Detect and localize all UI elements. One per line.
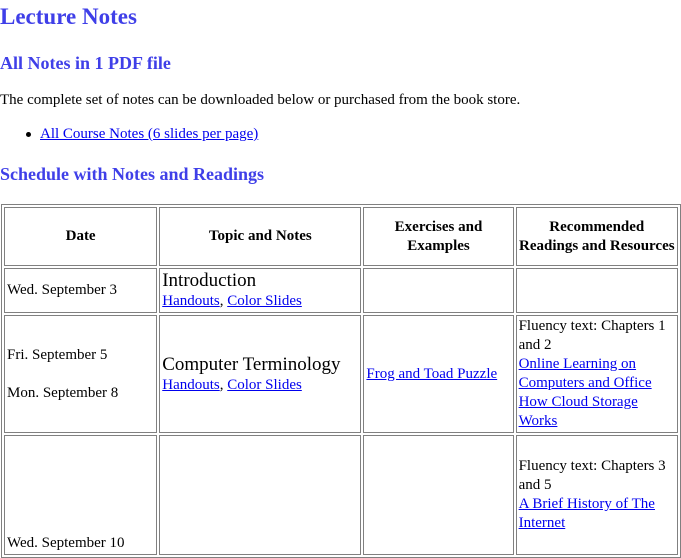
row-topic-cell <box>159 435 361 555</box>
table-row <box>4 435 678 555</box>
row-date-2: Mon. September 8 <box>7 384 119 401</box>
header-date: Date <box>4 207 157 266</box>
row-reading-cell <box>516 268 678 313</box>
row-date-cell <box>4 315 157 433</box>
reading-text: Fluency text: Chapters 3 and 5 <box>518 458 666 493</box>
color-slides-link[interactable]: Color Slides <box>227 376 302 393</box>
header-topic: Topic and Notes <box>159 207 361 266</box>
internet-history-link[interactable]: A Brief History of The Internet <box>518 496 655 531</box>
row-reading-cell <box>516 315 678 433</box>
schedule-table <box>1 204 681 558</box>
cloud-storage-link[interactable]: How Cloud Storage Works <box>518 394 638 429</box>
header-recommended: Recommended Readings and Resources <box>516 207 678 266</box>
row-topic-cell <box>159 268 361 313</box>
handouts-link[interactable]: Handouts <box>162 376 220 393</box>
header-exercises: Exercises and Examples <box>363 207 513 266</box>
pdf-intro-text: The complete set of notes can be downloaded below or purchased from the book store. <box>0 92 521 108</box>
row-exercise-cell <box>363 435 513 555</box>
spacer <box>7 365 154 384</box>
list-item <box>0 125 258 144</box>
row-exercise-cell <box>363 268 513 313</box>
pdf-section-heading: All Notes in 1 PDF file <box>0 53 171 73</box>
color-slides-link[interactable]: Color Slides <box>227 293 302 310</box>
row-date-1: Fri. September 5 <box>7 346 108 363</box>
all-course-notes-link[interactable]: All Course Notes (6 slides per page) <box>40 126 259 142</box>
table-header-row <box>4 207 678 266</box>
row-topic-title: Introduction <box>162 270 257 292</box>
row-topic-cell <box>159 315 361 433</box>
row-topic-title: Computer Terminology <box>162 353 341 375</box>
row-date: Wed. September 3 <box>4 268 157 313</box>
schedule-section-heading: Schedule with Notes and Readings <box>0 164 265 184</box>
online-learning-link[interactable]: Online Learning on Computers and Office <box>518 356 652 391</box>
link-separator: , <box>219 293 228 310</box>
table-row <box>4 315 678 433</box>
table-row <box>4 268 678 313</box>
frog-and-toad-puzzle-link[interactable]: Frog and Toad Puzzle <box>366 365 498 382</box>
row-date-cell <box>4 435 157 555</box>
row-reading-cell <box>516 435 678 555</box>
notes-list <box>0 125 258 144</box>
page-title: Lecture Notes <box>0 4 137 29</box>
reading-text: Fluency text: Chapters 1 and 2 <box>518 318 666 353</box>
row-exercise-cell <box>363 315 513 433</box>
handouts-link[interactable]: Handouts <box>162 293 220 310</box>
link-separator: , <box>219 376 228 393</box>
row-date: Wed. September 10 <box>7 535 125 552</box>
